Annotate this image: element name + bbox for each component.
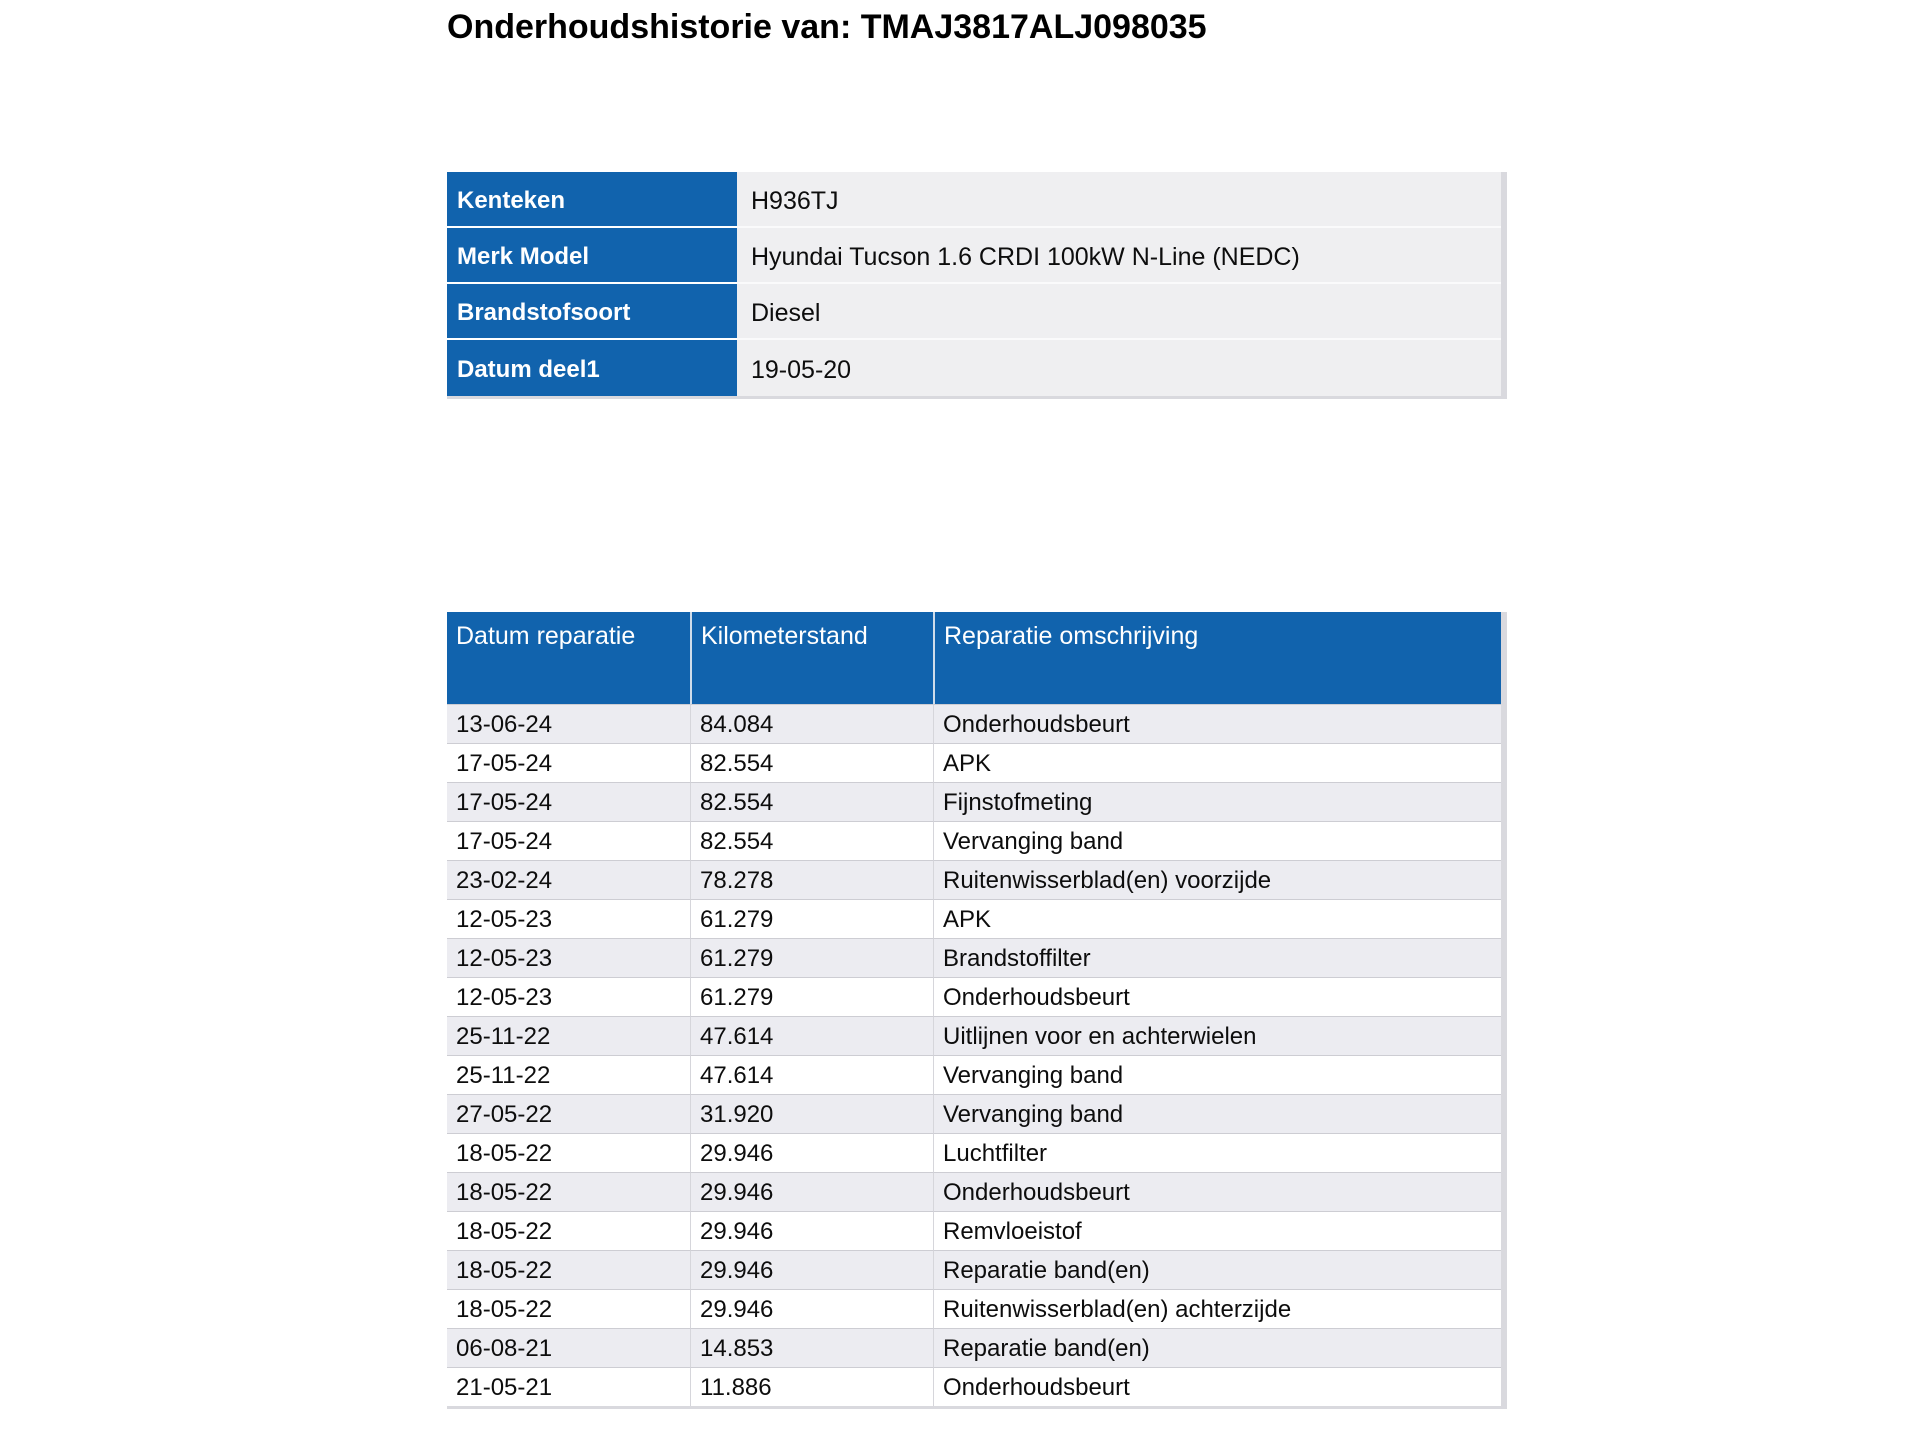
repair-date-cell: 25-11-22 <box>447 1055 690 1094</box>
info-value: H936TJ <box>737 172 1501 228</box>
history-table-row <box>447 1055 1501 1094</box>
odometer-cell: 29.946 <box>690 1289 933 1328</box>
history-table-row <box>447 704 1501 743</box>
repair-description-cell: Reparatie band(en) <box>933 1250 1501 1289</box>
repair-date-cell: 18-05-22 <box>447 1133 690 1172</box>
repair-description-cell: Onderhoudsbeurt <box>933 977 1501 1016</box>
repair-description-cell: APK <box>933 899 1501 938</box>
repair-description-cell: Onderhoudsbeurt <box>933 1172 1501 1211</box>
repair-description-cell: Uitlijnen voor en achterwielen <box>933 1016 1501 1055</box>
info-label: Kenteken <box>447 172 737 228</box>
repair-description-cell: Ruitenwisserblad(en) achterzijde <box>933 1289 1501 1328</box>
maintenance-history-table <box>447 612 1507 1409</box>
history-table-row <box>447 1328 1501 1367</box>
repair-date-cell: 06-08-21 <box>447 1328 690 1367</box>
column-header-reparatie-omschrijving: Reparatie omschrijving <box>933 612 1501 704</box>
repair-description-cell: Vervanging band <box>933 1055 1501 1094</box>
repair-date-cell: 12-05-23 <box>447 977 690 1016</box>
history-table-row <box>447 821 1501 860</box>
info-row <box>447 340 1501 396</box>
repair-date-cell: 17-05-24 <box>447 782 690 821</box>
repair-description-cell: Vervanging band <box>933 1094 1501 1133</box>
repair-date-cell: 25-11-22 <box>447 1016 690 1055</box>
repair-description-cell: Onderhoudsbeurt <box>933 1367 1501 1406</box>
repair-date-cell: 17-05-24 <box>447 743 690 782</box>
odometer-cell: 78.278 <box>690 860 933 899</box>
odometer-cell: 29.946 <box>690 1172 933 1211</box>
history-table-row <box>447 1094 1501 1133</box>
history-table-row <box>447 1133 1501 1172</box>
repair-date-cell: 12-05-23 <box>447 899 690 938</box>
repair-date-cell: 18-05-22 <box>447 1172 690 1211</box>
odometer-cell: 29.946 <box>690 1211 933 1250</box>
odometer-cell: 47.614 <box>690 1055 933 1094</box>
repair-date-cell: 18-05-22 <box>447 1211 690 1250</box>
odometer-cell: 82.554 <box>690 743 933 782</box>
history-header-row <box>447 612 1501 704</box>
odometer-cell: 61.279 <box>690 938 933 977</box>
history-table-row <box>447 1211 1501 1250</box>
history-table-row <box>447 977 1501 1016</box>
odometer-cell: 29.946 <box>690 1133 933 1172</box>
repair-date-cell: 23-02-24 <box>447 860 690 899</box>
odometer-cell: 14.853 <box>690 1328 933 1367</box>
info-label: Merk Model <box>447 228 737 284</box>
info-row <box>447 228 1501 284</box>
history-table-row <box>447 860 1501 899</box>
odometer-cell: 29.946 <box>690 1250 933 1289</box>
odometer-cell: 47.614 <box>690 1016 933 1055</box>
info-label: Brandstofsoort <box>447 284 737 340</box>
page-title: Onderhoudshistorie van: TMAJ3817ALJ098035 <box>447 8 1207 46</box>
repair-description-cell: APK <box>933 743 1501 782</box>
odometer-cell: 61.279 <box>690 977 933 1016</box>
column-header-datum-reparatie: Datum reparatie <box>447 612 690 704</box>
odometer-cell: 82.554 <box>690 782 933 821</box>
history-table-row <box>447 899 1501 938</box>
info-value: Diesel <box>737 284 1501 340</box>
vehicle-info-table <box>447 172 1507 399</box>
repair-date-cell: 13-06-24 <box>447 704 690 743</box>
odometer-cell: 11.886 <box>690 1367 933 1406</box>
repair-date-cell: 17-05-24 <box>447 821 690 860</box>
odometer-cell: 84.084 <box>690 704 933 743</box>
repair-description-cell: Vervanging band <box>933 821 1501 860</box>
info-value: Hyundai Tucson 1.6 CRDI 100kW N-Line (NEDC) <box>737 228 1501 284</box>
history-table-row <box>447 1367 1501 1406</box>
repair-description-cell: Brandstoffilter <box>933 938 1501 977</box>
info-label: Datum deel1 <box>447 340 737 396</box>
repair-description-cell: Onderhoudsbeurt <box>933 704 1501 743</box>
odometer-cell: 61.279 <box>690 899 933 938</box>
column-header-kilometerstand: Kilometerstand <box>690 612 933 704</box>
repair-description-cell: Ruitenwisserblad(en) voorzijde <box>933 860 1501 899</box>
history-table-row <box>447 1016 1501 1055</box>
repair-date-cell: 18-05-22 <box>447 1250 690 1289</box>
repair-description-cell: Fijnstofmeting <box>933 782 1501 821</box>
history-table-row <box>447 1172 1501 1211</box>
repair-description-cell: Reparatie band(en) <box>933 1328 1501 1367</box>
info-value: 19-05-20 <box>737 340 1501 396</box>
history-table-row <box>447 938 1501 977</box>
info-row <box>447 284 1501 340</box>
repair-date-cell: 21-05-21 <box>447 1367 690 1406</box>
history-table-row <box>447 782 1501 821</box>
repair-date-cell: 27-05-22 <box>447 1094 690 1133</box>
repair-date-cell: 12-05-23 <box>447 938 690 977</box>
odometer-cell: 82.554 <box>690 821 933 860</box>
repair-date-cell: 18-05-22 <box>447 1289 690 1328</box>
history-table-row <box>447 1250 1501 1289</box>
repair-description-cell: Luchtfilter <box>933 1133 1501 1172</box>
history-table-row <box>447 1289 1501 1328</box>
info-row <box>447 172 1501 228</box>
history-table-row <box>447 743 1501 782</box>
odometer-cell: 31.920 <box>690 1094 933 1133</box>
repair-description-cell: Remvloeistof <box>933 1211 1501 1250</box>
